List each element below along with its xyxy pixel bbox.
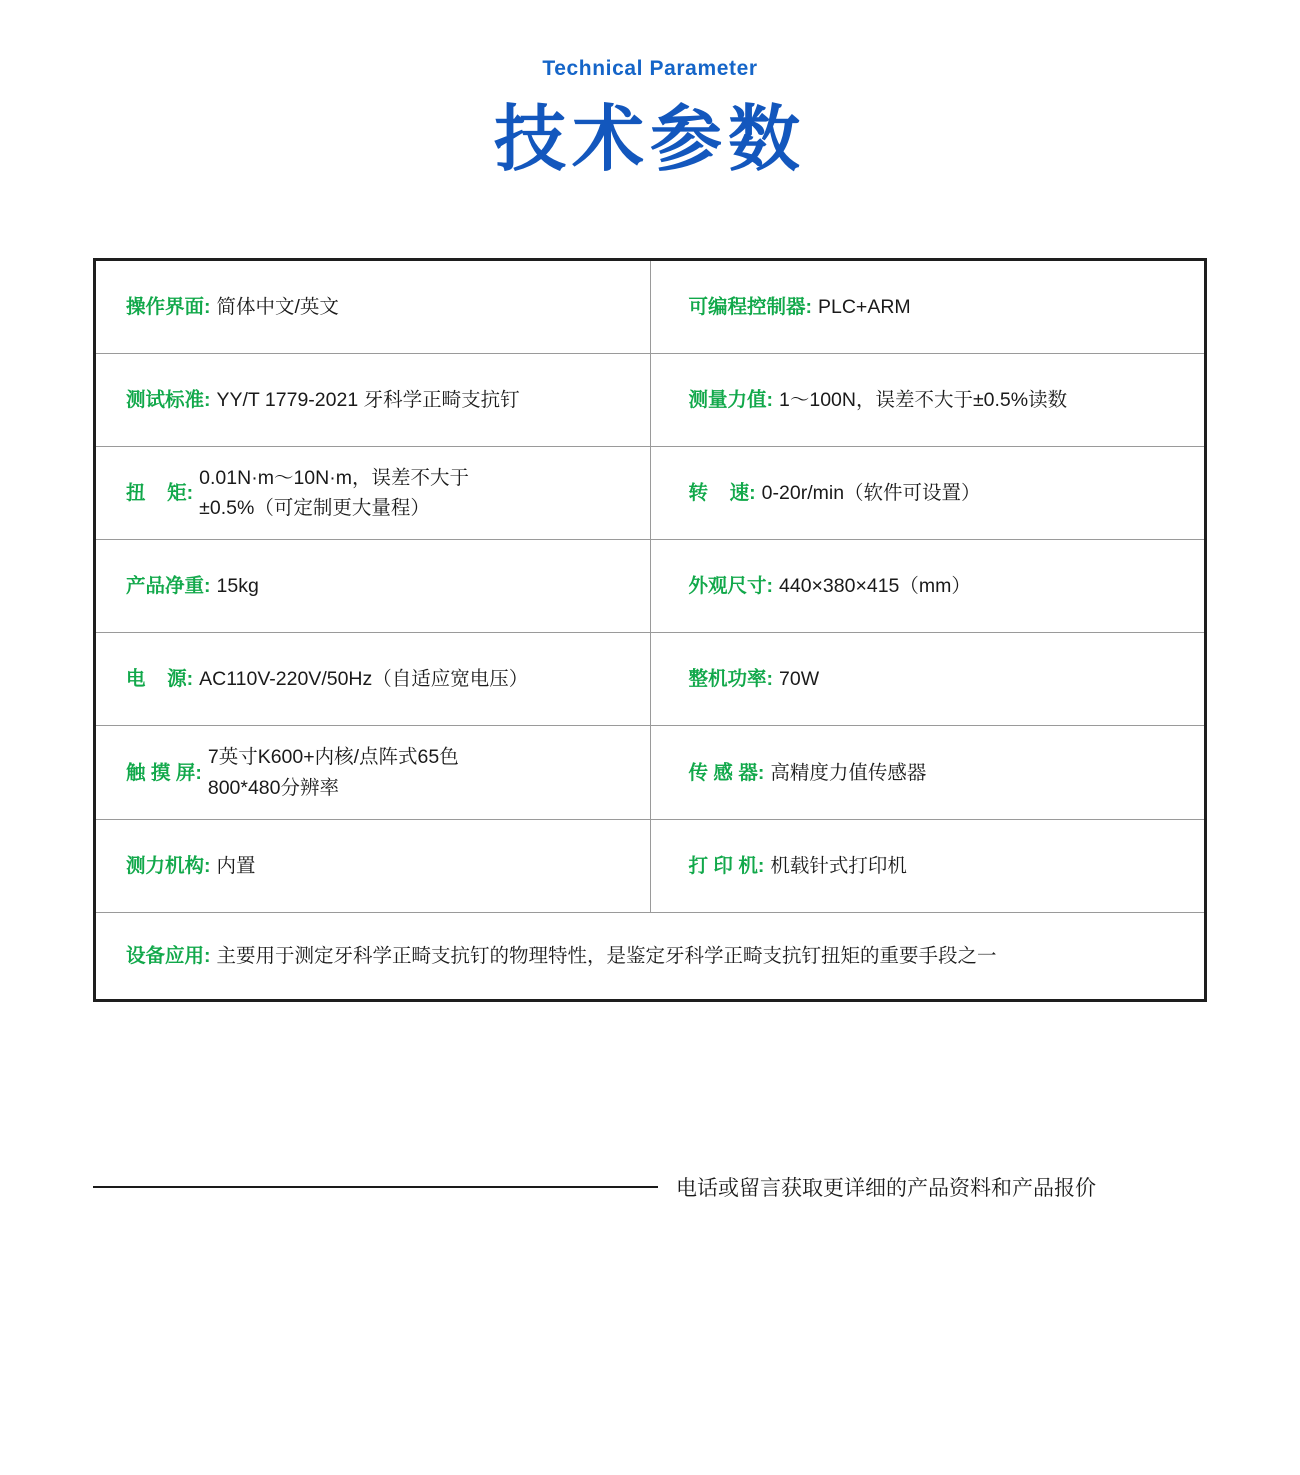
spec-value: 1～100N，误差不大于±0.5%读数 [779, 388, 1068, 411]
spec-value: 15kg [216, 575, 259, 598]
spec-cell-programmable-controller [650, 261, 1204, 354]
spec-label: 测试标准: [126, 388, 211, 411]
spec-value [208, 742, 640, 802]
spec-value: 主要用于测定牙科学正畸支抗钉的物理特性，是鉴定牙科学正畸支抗钉扭矩的重要手段之一 [216, 944, 997, 967]
spec-value: 70W [779, 668, 820, 691]
spec-value: PLC+ARM [818, 295, 911, 318]
spec-value: 机载针式打印机 [770, 854, 907, 877]
spec-label: 操作界面: [126, 295, 211, 318]
spec-label: 可编程控制器: [688, 295, 812, 318]
spec-value-line-1: 0.01N·m～10N·m，误差不大于 [199, 467, 469, 489]
spec-cell-total-power [650, 633, 1204, 726]
page-eyebrow: Technical Parameter [542, 57, 758, 80]
spec-label: 外观尺寸: [688, 575, 773, 598]
spec-value: 内置 [216, 854, 256, 877]
spec-value-line-2: ±0.5%（可定制更大量程） [199, 497, 430, 520]
spec-cell-net-weight [96, 540, 650, 633]
spec-cell-force-mechanism [96, 819, 650, 912]
spec-cell-torque [96, 447, 650, 540]
spec-label: 设备应用: [126, 944, 211, 967]
spec-cell-printer [650, 819, 1204, 912]
spec-label: 整机功率: [688, 668, 773, 691]
spec-cell-application [96, 912, 1204, 999]
spec-value [199, 463, 639, 523]
specification-table [96, 261, 1204, 999]
spec-cell-rotation-speed [650, 447, 1204, 540]
table-row [96, 261, 1204, 354]
spec-cell-power-supply [96, 633, 650, 726]
spec-value: 440×380×415（mm） [779, 575, 971, 598]
table-row [96, 633, 1204, 726]
spec-cell-test-standard [96, 354, 650, 447]
spec-cell-operation-interface [96, 261, 650, 354]
spec-cell-sensor [650, 726, 1204, 819]
spec-value: YY/T 1779-2021 牙科学正畸支抗钉 [216, 388, 520, 411]
spec-value-line-2: 800*480分辨率 [207, 776, 340, 799]
table-row [96, 447, 1204, 540]
spec-value: 简体中文/英文 [216, 295, 339, 318]
table-row [96, 354, 1204, 447]
page-footer [93, 1172, 1207, 1202]
spec-label: 转 速: [688, 482, 756, 505]
table-row [96, 726, 1204, 819]
footer-divider [93, 1186, 658, 1188]
spec-value-line-1: 7英寸K600+内核/点阵式65色 [207, 746, 459, 769]
table-row-application [96, 912, 1204, 999]
page-header [0, 0, 1300, 180]
spec-value: 0-20r/min（软件可设置） [761, 482, 981, 505]
spec-label: 测力机构: [126, 854, 211, 877]
table-row [96, 540, 1204, 633]
page-title: 技术参数 [493, 100, 806, 180]
spec-label: 触 摸 屏: [126, 761, 202, 784]
spec-label: 产品净重: [126, 575, 211, 598]
spec-value: 高精度力值传感器 [770, 761, 927, 784]
spec-cell-touch-screen [96, 726, 650, 819]
spec-label: 电 源: [126, 668, 194, 691]
spec-label: 扭 矩: [126, 482, 194, 505]
spec-label: 传 感 器: [688, 761, 765, 784]
table-row [96, 819, 1204, 912]
spec-cell-dimensions [650, 540, 1204, 633]
spec-label: 测量力值: [688, 388, 773, 411]
footer-text: 电话或留言获取更详细的产品资料和产品报价 [676, 1177, 1096, 1200]
spec-label: 打 印 机: [688, 854, 765, 877]
spec-cell-measuring-force [650, 354, 1204, 447]
specification-table-wrapper [93, 258, 1207, 1002]
spec-value: AC110V-220V/50Hz（自适应宽电压） [199, 668, 529, 691]
